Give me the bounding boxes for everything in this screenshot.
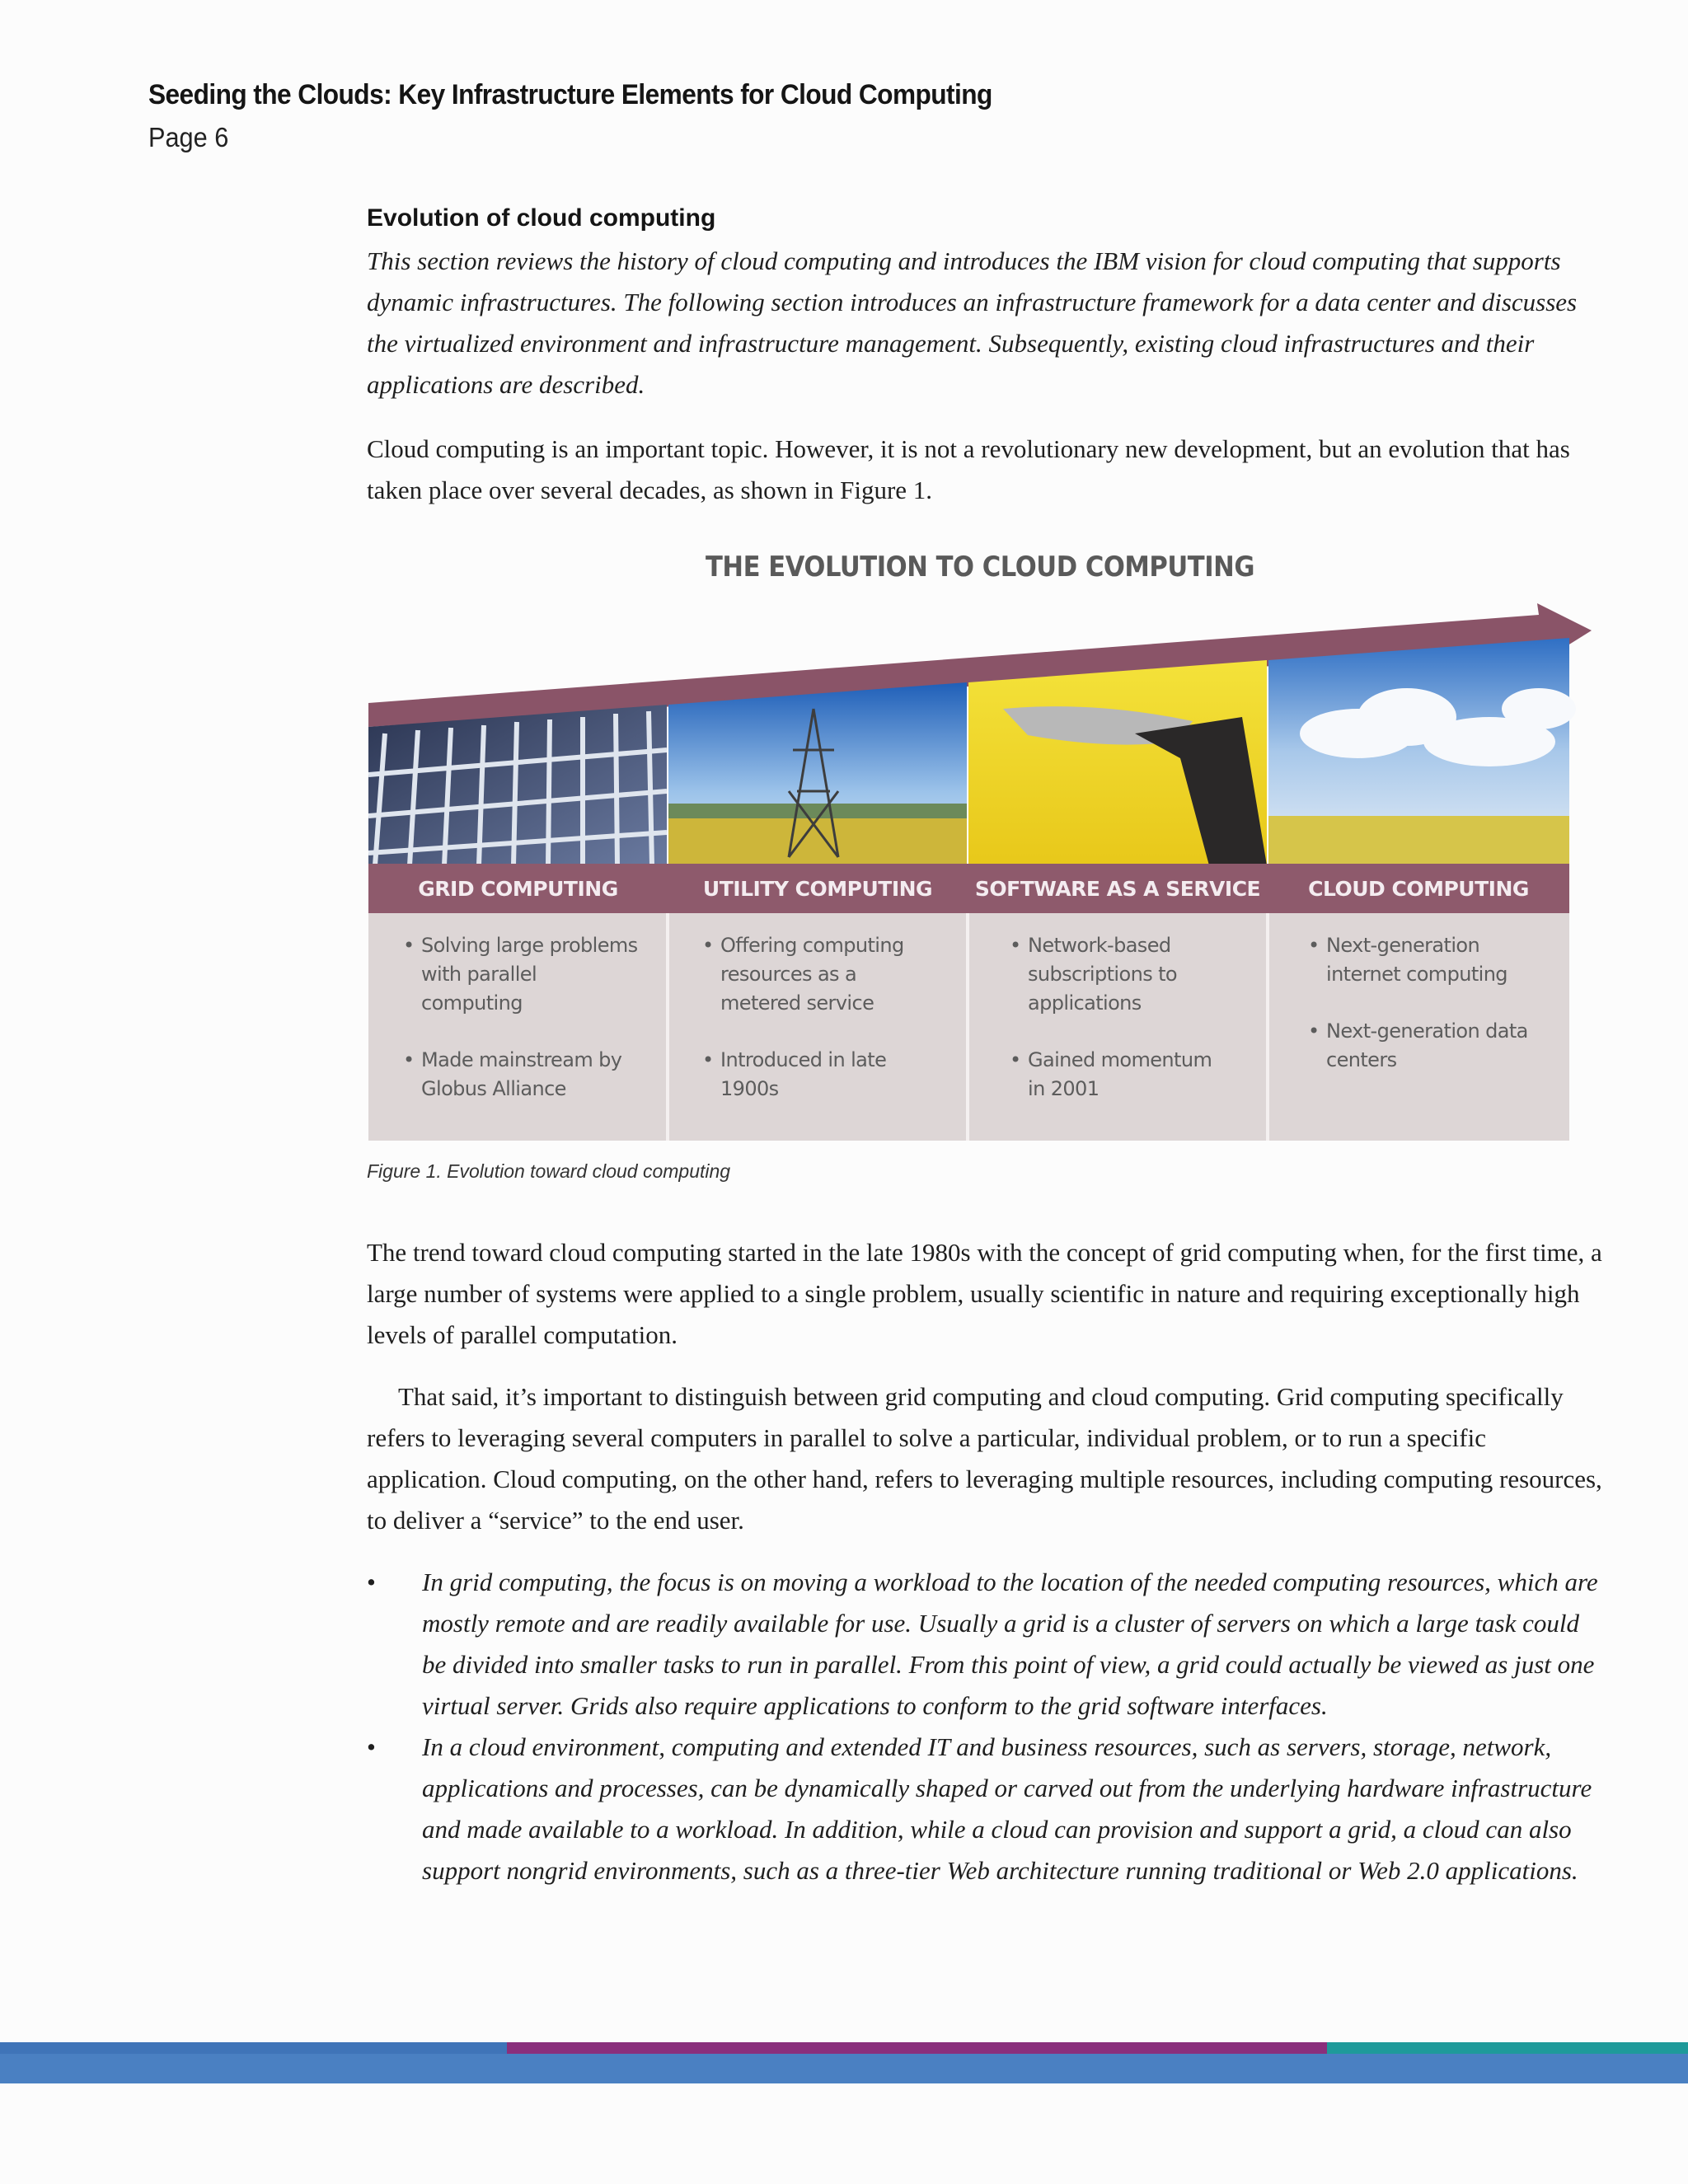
column-bullet: • Made mainstream by Globus Alliance [403,1046,642,1104]
paragraph-grid-vs-cloud: That said, it’s important to distinguish between grid computing and cloud computing. Grid computing specifically refers to leveraging several computers in parallel to solve a particular, individual problem, or to run a specific application. Cloud computing, on the other hand, refers to leveraging multiple resources, including computing resources, to deliver a “service” to the end user. [367,1382,1602,1535]
section-intro: This section reviews the history of cloud computing and introduces the IBM vision for cloud computing that supports dynamic infrastructures. The following section introduces an infrastructure framework for a data center and discusses the virtualized environment and infrastructure management. Subsequently, existing cloud infrastructures and their applications are described. [367,246,1578,399]
column-body-grid [403,931,642,1132]
column-body-utility [702,931,941,1132]
comparison-list [367,1562,1603,1891]
column-label-utility: UTILITY COMPUTING [702,877,933,901]
column-bullet: • Solving large problems with parallel computing [403,931,642,1018]
list-item [367,1562,1603,1727]
footer-bar-blue [0,2042,507,2054]
column-label-grid: GRID COMPUTING [418,877,618,901]
column-bullet: • Network-based subscriptions to applications [1010,931,1224,1018]
page-number: Page 6 [148,122,229,152]
paragraph-figure-reference: Cloud computing is an important topic. However, it is not a revolutionary new development, but an evolution that has taken place over several decades, as shown in Figure 1. [367,434,1570,504]
column-body-cloud [1308,931,1555,1103]
list-item [367,1727,1603,1891]
column-label-saas: SOFTWARE AS A SERVICE [974,877,1261,901]
column-bullet: • Gained momentum in 2001 [1010,1046,1224,1104]
column-body-saas [1010,931,1224,1132]
paragraph-grid-history: The trend toward cloud computing started in the late 1980s with the concept of grid computing when, for the first time, a large number of systems were applied to a single problem, usually scientific in nature and requiring exceptionally high levels of parallel computation. [367,1238,1602,1349]
list-item-text: In a cloud environment, computing and extended IT and business resources, such as servers, storage, network, applications and processes, can be dynamically shaped or carved out from the underlying hardware infrastructure and made available to a workload. In addition, while a cloud can provision and support a grid, a cloud can also support nongrid environments, such as a three-tier Web architecture running traditional or Web 2.0 applications. [422,1732,1592,1885]
figure-title: THE EVOLUTION TO CLOUD COMPUTING [706,551,1254,583]
footer-bar [0,2054,1688,2083]
document-title: Seeding the Clouds: Key Infrastructure Elements for Cloud Computing [148,79,992,110]
footer-bar-teal [1327,2042,1688,2054]
column-bullet: • Offering computing resources as a metered service [702,931,941,1018]
list-item-text: In grid computing, the focus is on moving a workload to the location of the needed computing resources, which are mostly remote and are readily available for use. Usually a grid is a cluster of servers on which a large task could be divided into smaller tasks to run in parallel. From this point of view, a grid could actually be viewed as just one virtual server. Grids also require applications to conform to the grid software interfaces. [422,1568,1598,1720]
bullet-marker: • [367,1568,376,1596]
evolution-figure [368,544,1592,1146]
footer-bar-purple [507,2042,1327,2054]
section-title: Evolution of cloud computing [367,204,716,232]
figure-caption: Figure 1. Evolution toward cloud computing [367,1160,731,1182]
column-bullet: • Introduced in late 1900s [702,1046,941,1104]
column-bullet: • Next-generation internet computing [1308,931,1555,989]
column-label-cloud: CLOUD COMPUTING [1308,877,1529,901]
bullet-marker: • [367,1732,376,1761]
column-bullet: • Next-generation data centers [1308,1017,1555,1075]
